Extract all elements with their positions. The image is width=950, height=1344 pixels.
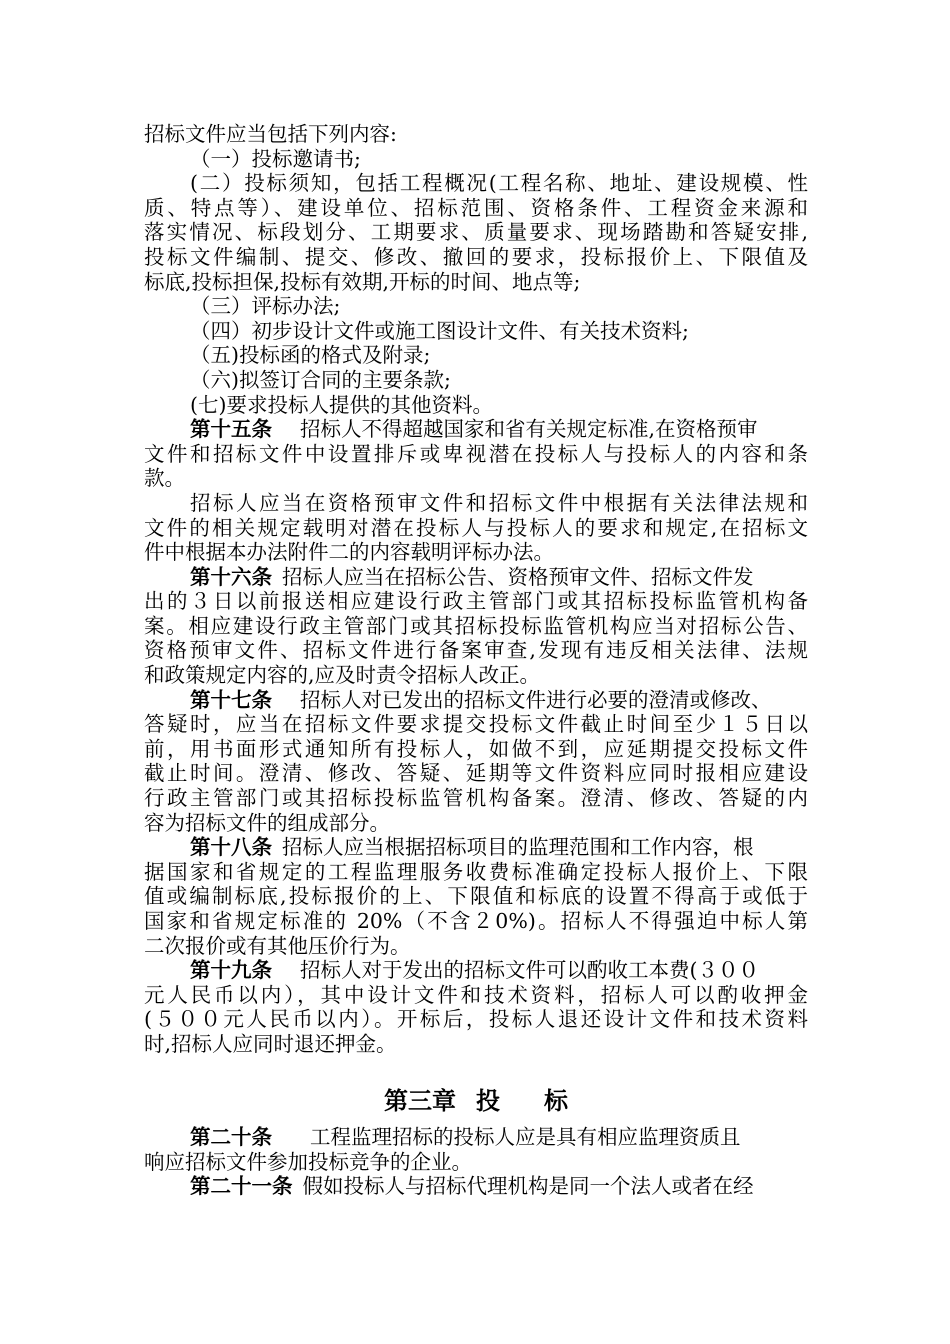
article-19-line-2: 元人民币以内），其中设计文件和技术资料，招标人可以酌收押金 xyxy=(144,982,808,1007)
intro-line: 招标文件应当包括下列内容: xyxy=(144,122,397,146)
article-17-line-4: 截止时间。澄清、修改、答疑、延期等文件资料应同时报相应建设 xyxy=(144,761,808,786)
article-19-title: 第十九条 xyxy=(190,958,272,983)
list-item-3: （三）评标办法; xyxy=(190,294,341,319)
article-16-line-1 xyxy=(144,565,808,590)
article-16-line-3: 案。相应建设行政主管部门或其招标投标监管机构应当对招标公告、 xyxy=(144,613,808,638)
article-17-line-2: 答疑时，应当在招标文件要求提交投标文件截止时间至少１５日以 xyxy=(144,712,808,737)
article-16-line-4: 资格预审文件、招标文件进行备案审查,发现有违反相关法律、法规 xyxy=(144,638,808,663)
article-20-text-1: 工程监理招标的投标人应是具有相应监理资质且 xyxy=(310,1125,741,1150)
chapter-heading xyxy=(144,1085,808,1115)
article-17-line-3: 前，用书面形式通知所有投标人，如做不到，应延期提交投标文件 xyxy=(144,736,808,761)
article-15-para2-line-3: 件中根据本办法附件二的内容载明评标办法。 xyxy=(144,540,554,565)
article-18-line-3: 值或编制标底,投标报价的上、下限值和标底的设置不得高于或低于 xyxy=(144,884,808,909)
list-item-5: （五)投标函的格式及附录; xyxy=(190,343,431,368)
article-16-line-2: 出的３日以前报送相应建设行政主管部门或其招标投标监管机构备 xyxy=(144,589,808,614)
article-20-title: 第二十条 xyxy=(190,1125,272,1150)
article-15-para2-line-1: 招标人应当在资格预审文件和招标文件中根据有关法律法规和 xyxy=(190,490,808,515)
list-item-7: (七)要求投标人提供的其他资料。 xyxy=(190,392,493,417)
article-19-text-1: 招标人对于发出的招标文件可以酌收工本费(３００ xyxy=(300,958,759,983)
list-item-2-line-4: 投标文件编制、提交、修改、撤回的要求，投标报价上、下限值及 xyxy=(144,244,808,269)
document-page xyxy=(144,122,808,1199)
article-18-line-4: 国家和省规定标准的 20%（不含２0%)。招标人不得强迫中标人第 xyxy=(144,909,808,933)
article-16-title: 第十六条 xyxy=(190,564,272,589)
article-15-para2-line-2: 文件的相关规定载明对潜在投标人与投标人的要求和规定,在招标文 xyxy=(144,515,808,540)
article-15-line-1 xyxy=(144,417,808,442)
article-21-line-1 xyxy=(144,1174,808,1199)
list-item-2-line-5: 标底,投标担保,投标有效期,开标的时间、地点等; xyxy=(144,269,581,294)
article-19-line-4: 时,招标人应同时退还押金。 xyxy=(144,1031,397,1056)
article-15-title: 第十五条 xyxy=(190,417,272,442)
article-18-line-5: 二次报价或有其他压价行为。 xyxy=(144,933,411,958)
article-20-line-1 xyxy=(144,1125,808,1150)
article-15-line-2: 文件和招标文件中设置排斥或卑视潜在投标人与投标人的内容和条 xyxy=(144,441,808,466)
article-17-line-6: 容为招标文件的组成部分。 xyxy=(144,810,390,835)
chapter-title-char-1: 投 xyxy=(476,1085,500,1115)
list-item-2-line-3: 落实情况、标段划分、工期要求、质量要求、现场踏勘和答疑安排, xyxy=(144,220,808,245)
article-21-text-1: 假如投标人与招标代理机构是同一个法人或者在经 xyxy=(302,1174,754,1199)
list-item-2-line-1: (二）投标须知，包括工程概况(工程名称、地址、建设规模、性 xyxy=(190,171,808,196)
article-18-line-2: 据国家和省规定的工程监理服务收费标准确定投标人报价上、下限 xyxy=(144,859,808,884)
article-17-line-1 xyxy=(144,688,808,713)
article-18-title: 第十八条 xyxy=(190,835,272,860)
article-18-text-1: 招标人应当根据招标项目的监理范围和工作内容，根 xyxy=(282,835,754,860)
article-18-line-1 xyxy=(144,835,808,860)
list-item-2-line-2: 质、特点等）、建设单位、招标范围、资格条件、工程资金来源和 xyxy=(144,195,808,220)
article-16-text-1: 招标人应当在招标公告、资格预审文件、招标文件发 xyxy=(282,564,754,589)
list-item-6: （六)拟签订合同的主要条款; xyxy=(190,367,451,392)
article-19-line-3: (５００元人民币以内）。开标后，投标人退还设计文件和技术资料 xyxy=(144,1007,808,1032)
article-17-line-5: 行政主管部门或其招标投标监管机构备案。澄清、修改、答疑的内 xyxy=(144,786,808,811)
article-17-title: 第十七条 xyxy=(190,687,272,712)
chapter-number: 第三章 xyxy=(384,1085,456,1115)
article-21-title: 第二十一条 xyxy=(190,1174,293,1199)
chapter-title-char-2: 标 xyxy=(544,1085,568,1115)
list-item-1: （一）投标邀请书; xyxy=(190,146,361,171)
article-15-line-3: 款。 xyxy=(144,466,185,491)
article-20-line-2: 响应招标文件参加投标竞争的企业。 xyxy=(144,1149,472,1174)
article-17-text-1: 招标人对已发出的招标文件进行必要的澄清或修改、 xyxy=(300,687,772,712)
article-19-line-1 xyxy=(144,958,808,983)
article-16-line-5: 和政策规定内容的,应及时责令招标人改正。 xyxy=(144,663,541,688)
list-item-4: （四）初步设计文件或施工图设计文件、有关技术资料; xyxy=(190,318,689,343)
article-15-text-1: 招标人不得超越国家和省有关规定标准,在资格预审 xyxy=(300,417,758,442)
